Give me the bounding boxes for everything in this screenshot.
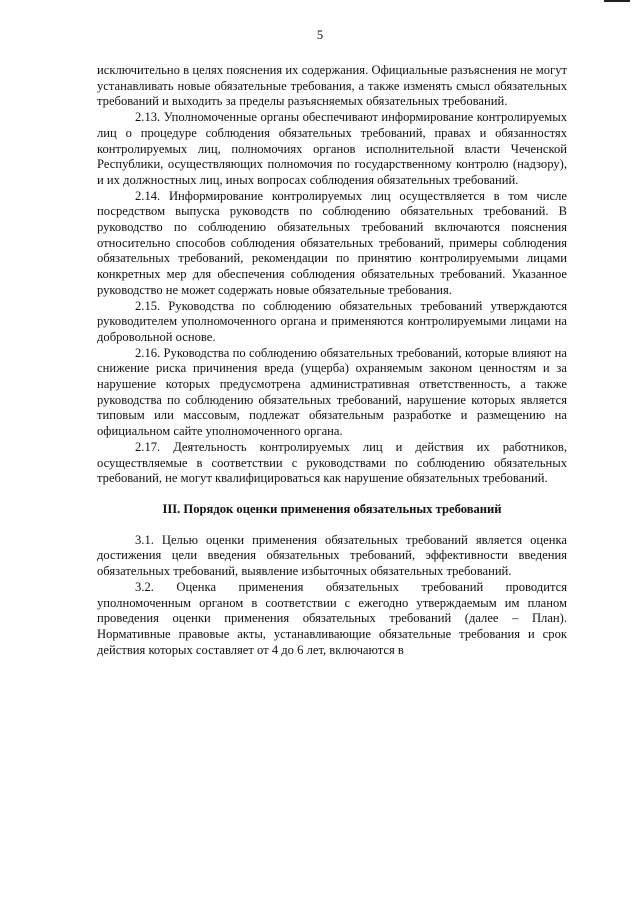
paragraph-2-14: 2.14. Информирование контролируемых лиц осуществляется в том числе посредством выпуска руководств по соблюдению обязательных требований. В руководство по соблюдению обязательных требований включаются пояснения относительно способов соблюдения обязательных требований, примеры соблюдения обязательных требований, рекомендации по принятию контролируемыми лицами конкретных мер для обеспечения соблюдения обязательных требований. Указанное руководство не может содержать новые обязательные требования. (97, 188, 567, 297)
paragraph-2-15: 2.15. Руководства по соблюдению обязательных требований утверждаются руководителем уполномоченного органа и применяются контролируемыми лицами на добровольной основе. (97, 298, 567, 344)
page-number: 5 (316, 28, 324, 42)
paragraph-2-17: 2.17. Деятельность контролируемых лиц и действия их работников, осуществляемые в соответствии с руководствами по соблюдению обязательных требований, не могут квалифицироваться как нарушение обязательных требований. (97, 439, 567, 486)
document-body (97, 63, 567, 658)
corner-mark (604, 0, 630, 2)
paragraph-3-1: 3.1. Целью оценки применения обязательных требований является оценка достижения цели введения обязательных требований, эффективности введения обязательных требований, выявление избыточных обязательных требований. (97, 532, 567, 579)
section-heading: III. Порядок оценки применения обязательных требований (162, 501, 502, 516)
paragraph-2-16: 2.16. Руководства по соблюдению обязательных требований, которые влияют на снижение риска причинения вреда (ущерба) охраняемым законом ценностям и за нарушение которых предусмотрена административная ответственность, а также руководства по соблюдению обязательных требований, нарушение которых является типовым или массовым, подлежат обязательным разработке и размещению на официальном сайте уполномоченного органа. (97, 345, 567, 439)
paragraph-continuation: исключительно в целях пояснения их содержания. Официальные разъяснения не могут устанавливать новые обязательные требования, а также изменять смысл обязательных требований и выходить за пределы разъясняемых обязательных требований. (97, 63, 567, 109)
paragraph-2-13: 2.13. Уполномоченные органы обеспечивают информирование контролируемых лиц о процедуре соблюдения обязательных требований, правах и обязанностях контролируемых лиц, полномочиях органов исполнительной власти Чеченской Республики, осуществляющих полномочия по государственному контролю (надзору), и их должностных лиц, иных вопросах соблюдения обязательных требований. (97, 110, 567, 187)
paragraph-3-2: 3.2. Оценка применения обязательных требований проводится уполномоченным органом в соответствии с ежегодно утверждаемым им планом проведения оценки применения обязательных требований (далее – План). Нормативные правовые акты, устанавливающие обязательные требования и срок действия которых составляет от 4 до 6 лет, включаются в (97, 579, 567, 657)
